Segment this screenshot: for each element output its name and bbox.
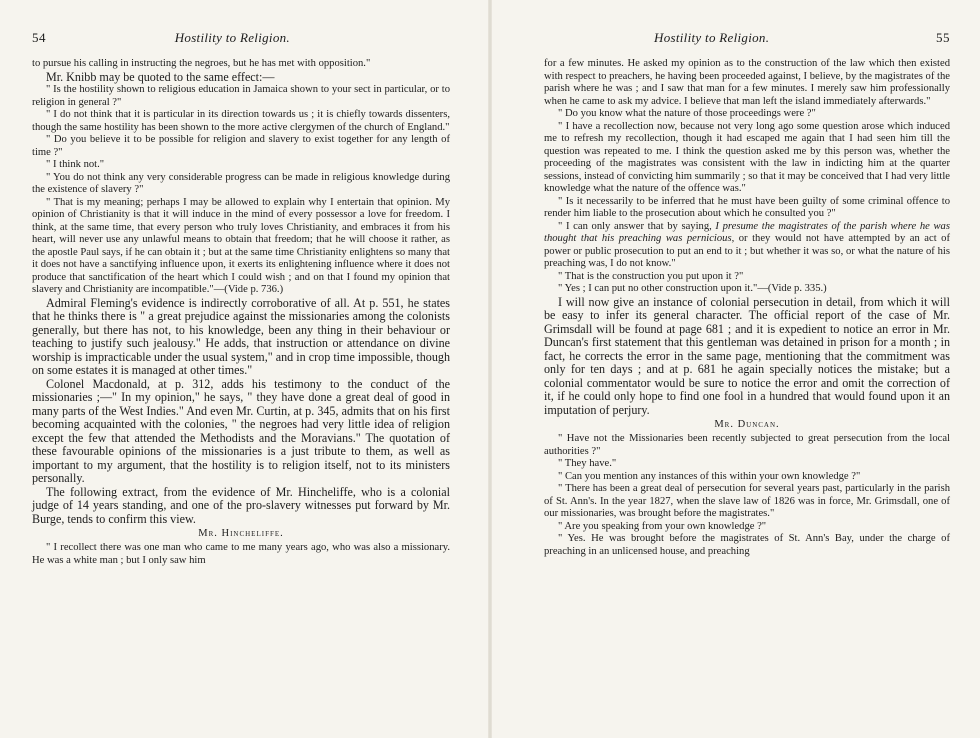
paragraph: " Have not the Missionaries been recently subjected to great persecution from the local authorities ?" — [544, 433, 950, 457]
paragraph: " Do you believe it to be possible for religion and slavery to exist together for any length of time ?" — [32, 134, 450, 158]
paragraph: " Can you mention any instances of this within your own knowledge ?" — [558, 470, 861, 482]
left-page-number: 54 — [32, 30, 46, 45]
paragraph: " I do not think that it is particular in its direction towards us ; it is chiefly towards dissenters, though the same hostility has been shown to the more active clergymen of the church of England." — [32, 109, 450, 133]
paragraph: The following extract, from the evidence of Mr. Hincheliffe, who is a colonial judge of 14 years standing, and one of the pro-slavery witnesses put forward by Mr. Burge, tends to confirm this view. — [32, 484, 450, 526]
paragraph: for a few minutes. He asked my opinion as to the construction of the law which then existed with respect to preachers, he having been proceeded against, I believe, by the magistrates of the parish where he was ; and I saw that man for a few minutes. I merely saw him professionally when he came to ask my advice. I believe that man left the island immediately afterwards." — [544, 58, 950, 107]
italic-text-run: I presume the magistrates of the parish where he was thought that his preaching was pernicious, — [544, 220, 950, 244]
paragraph: " They have." — [558, 458, 617, 469]
left-running-head — [32, 30, 450, 52]
paragraph: " That is my meaning; perhaps I may be allowed to explain why I entertain that opinion. My opinion of Christianity is that it will induce in the mind of every possessor a love for freedom. I think, at the same time, that every person who truly loves Christianity, and embraces it from his heart, will never use any unlawful means to obtain that freedom; that he will choose it rather, as the apostle Paul says, if he can obtain it ; but at the same time Christianity enlightens so many that it does not have a sanctifying influence upon, it exerts its enlightening influence where it does not produce that sanctification of the heart which I could wish ; and on that I found my opinion that slavery and Christianity are incompatible."—(Vide p. 736.) — [32, 196, 450, 295]
left-running-title: Hostility to Religion. — [174, 30, 290, 45]
paragraph: " I recollect there was one man who came to me many years ago, who was also a missionary. He was a white man ; but I only saw him — [32, 542, 450, 566]
text-run: " I can only answer that by saying, — [558, 220, 716, 232]
section-heading: Mr. Hincheliffe. — [198, 528, 284, 539]
section-heading: Mr. Duncan. — [714, 419, 780, 430]
right-running-title: Hostility to Religion. — [654, 30, 770, 45]
right-running-head — [544, 30, 950, 52]
left-page-text — [32, 58, 450, 567]
paragraph: I will now give an instance of colonial persecution in detail, from which it will be easy to infer its general character. The official report of the case of Mr. Grimsdall will be found at page 681 ; and it is expedient to notice an error in Mr. Duncan's first statement that this gentleman was detained in prison for a month ; in fact, he corrects the error in the same page, mentioning that the commitment was only for ten days ; and at p. 681 he again specially notices the mistake; but a colonial commentator would be sure to notice the error and omit the correction of it, if he could only hope to find one fool in a hundred that would found upon it an imputation of perjury. — [544, 294, 950, 417]
paragraph: " Yes ; I can put no other construction upon it."—(Vide p. 335.) — [558, 283, 827, 294]
paragraph: Mr. Knibb may be quoted to the same effect:— — [46, 69, 275, 84]
right-page-number: 55 — [936, 30, 950, 45]
paragraph: " Are you speaking from your own knowledge ?" — [558, 520, 767, 532]
paragraph: Admiral Fleming's evidence is indirectly corroborative of all. At p. 551, he states that he thinks there is " a great prejudice against the missionaries among the colonists generally, but there has not, to his knowledge, been any thing in their behaviour or teaching to justify such jealousy." He adds, that instruction or attendance on divine worship is impracticable under the usual system," and in crop time impossible, though on some estates it is managed at other times." — [32, 295, 450, 377]
paragraph: Colonel Macdonald, at p. 312, adds his testimony to the conduct of the missionaries ;—" In my opinion," he says, " they have done a great deal of good in many parts of the West Indies." And even Mr. Curtin, at p. 345, admits that on his first becoming acquainted with the colonies, " the negroes had very little idea of religion except the few that attended the Methodists and the Moravians." The quotation of these favourable opinions of the missionaries is a just tribute to them, as well as important to my argument, that the hostility is to religion itself, not to its ministers personally. — [32, 376, 450, 485]
paragraph: " I have a recollection now, because not very long ago some question arose which induced me to refresh my recollection, though it had escaped me again that I had seen him till the question was repeated to me. I think the question asked me by this person was, whether the proceeding of the magistrates was consistent with the law in indicting him at the quarter sessions, instead of convicting him summarily ; so that it may be conceived that I had very little knowledge what the nature of the offence was." — [544, 120, 951, 194]
paragraph: " Is it necessarily to be inferred that he must have been guilty of some criminal offence to render him liable to the prosecution about which he consulted you ?" — [544, 195, 950, 219]
text-run: or they would not have attempted by an act of power or public prosecution to put an end to it ; but whether it was so, or what the nature of his preaching was, I do not know." — [544, 233, 950, 269]
paragraph: " There has been a great deal of persecution for several years past, particularly in the parish of St. Ann's. In the year 1827, when the slave law of 1826 was in force, Mr. Grimsdall, one of our missionaries, was brought before the magistrates." — [544, 483, 950, 519]
paragraph: " Yes. He was brought before the magistrates of St. Ann's Bay, under the charge of preaching in an unlicensed house, and preaching — [544, 533, 950, 557]
paragraph: to pursue his calling in instructing the negroes, but he has met with opposition." — [32, 58, 371, 69]
paragraph-with-italics — [544, 221, 950, 271]
paragraph: " Is the hostility shown to religious education in Jamaica shown to your sect in particular, or to religion in general ?" — [32, 84, 450, 108]
paragraph: " You do not think any very considerable progress can be made in religious knowledge during the existence of slavery ?" — [32, 171, 450, 195]
right-page — [490, 0, 980, 738]
paragraph: " Do you know what the nature of those proceedings were ?" — [558, 108, 816, 119]
right-page-text — [544, 58, 950, 558]
paragraph: " I think not." — [46, 159, 105, 170]
paragraph: " That is the construction you put upon it ?" — [558, 270, 744, 282]
